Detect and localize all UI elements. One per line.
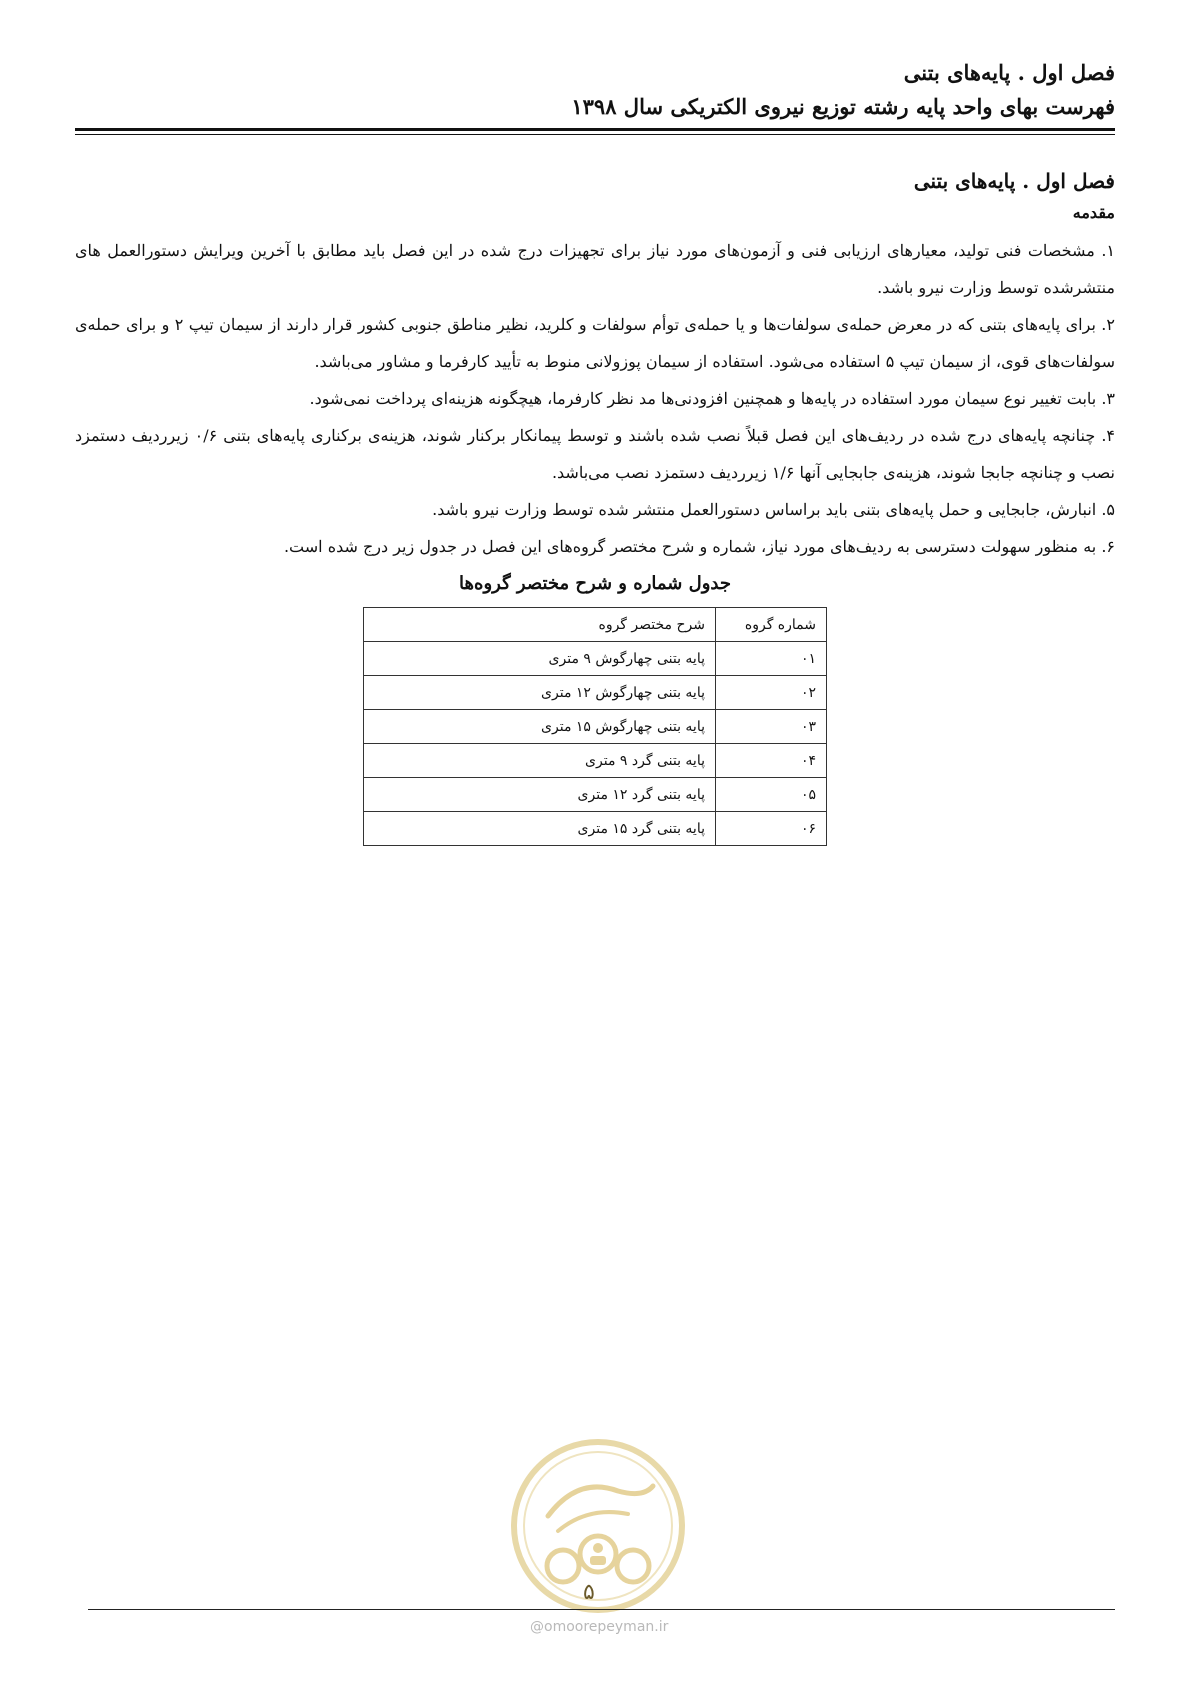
page-number: ۵ — [583, 1580, 595, 1605]
paragraph-1: ۱. مشخصات فنی تولید، معیارهای ارزیابی فنی و آزمون‌های مورد نیاز برای تجهیزات درج شده در این فصل باید مطابق با آخرین ویرایش دستورالعمل های منتشرشده توسط وزارت نیرو باشد. — [75, 241, 1115, 297]
paragraph-2: ۲. برای پایه‌های بتنی که در معرض حمله‌ی سولفات‌ها و یا حمله‌ی توأم سولفات و کلرید، نظیر مناطق جنوبی کشور قرار دارند از سیمان تیپ ۲ و برای حمله‌ی سولفات‌های قوی، از سیمان تیپ ۵ استفاده می‌شود. استفاده از سیمان پوزولانی منوط به تأیید کارفرما و مشاور می‌باشد. — [75, 315, 1115, 371]
chapter-title: فصل اول . پایه‌های بتنی — [913, 169, 1115, 193]
footer-divider — [88, 1609, 1115, 1610]
paragraph-6: ۶. به منظور سهولت دسترسی به ردیف‌های مورد نیاز، شماره و شرح مختصر گروه‌های این فصل در جدول زیر درج شده است. — [283, 537, 1115, 556]
website-watermark: @omoorepeyman.ir — [530, 1619, 669, 1635]
table-row — [364, 642, 827, 676]
header-document-title: فهرست بهای واحد پایه رشته توزیع نیروی الکتریکی سال ۱۳۹۸ — [571, 94, 1115, 119]
group-description-cell: پایه بتنی گرد ۹ متری — [364, 744, 716, 778]
group-description-cell: پایه بتنی گرد ۱۲ متری — [364, 778, 716, 812]
table-row — [364, 676, 827, 710]
group-number-cell: ۰۱ — [716, 642, 827, 676]
paragraph-5: ۵. انبارش، جابجایی و حمل پایه‌های بتنی باید براساس دستورالعمل منتشر شده توسط وزارت نیرو باشد. — [432, 500, 1115, 519]
table-row — [364, 744, 827, 778]
group-description-cell: پایه بتنی چهارگوش ۱۲ متری — [364, 676, 716, 710]
group-number-cell: ۰۴ — [716, 744, 827, 778]
intro-heading: مقدمه — [1072, 203, 1115, 222]
group-description-cell: پایه بتنی چهارگوش ۱۵ متری — [364, 710, 716, 744]
table-row — [364, 778, 827, 812]
groups-table — [363, 607, 827, 846]
header-divider-thick — [75, 128, 1115, 131]
table-header-row — [364, 608, 827, 642]
group-description-cell: پایه بتنی گرد ۱۵ متری — [364, 812, 716, 846]
table-row — [364, 812, 827, 846]
group-number-cell: ۰۳ — [716, 710, 827, 744]
page-header — [75, 56, 1115, 124]
group-number-cell: ۰۵ — [716, 778, 827, 812]
paragraph-3: ۳. بابت تغییر نوع سیمان مورد استفاده در پایه‌ها و همچنین افزودنی‌ها مد نظر کارفرما، هیچگونه هزینه‌ای پرداخت نمی‌شود. — [309, 389, 1115, 408]
group-number-cell: ۰۲ — [716, 676, 827, 710]
paragraph-4: ۴. چنانچه پایه‌های درج شده در ردیف‌های این فصل قبلاً نصب شده باشند و توسط پیمانکار برکنار شوند، هزینه‌ی برکناری پایه‌های بتنی ۰/۶ زیرردیف دستمزد نصب و چنانچه جابجا شوند، هزینه‌ی جابجایی آنها ۱/۶ زیرردیف دستمزد نصب می‌باشد. — [75, 426, 1116, 482]
table-header-group-number: شماره گروه — [716, 608, 827, 642]
group-number-cell: ۰۶ — [716, 812, 827, 846]
header-chapter-title: فصل اول . پایه‌های بتنی — [903, 60, 1115, 85]
group-description-cell: پایه بتنی چهارگوش ۹ متری — [364, 642, 716, 676]
table-row — [364, 710, 827, 744]
page-content — [75, 164, 1115, 846]
table-header-group-description: شرح مختصر گروه — [364, 608, 716, 642]
header-divider-thin — [75, 134, 1115, 135]
table-caption: جدول شماره و شرح مختصر گروه‌ها — [459, 573, 731, 594]
watermark-logo — [508, 1436, 688, 1616]
